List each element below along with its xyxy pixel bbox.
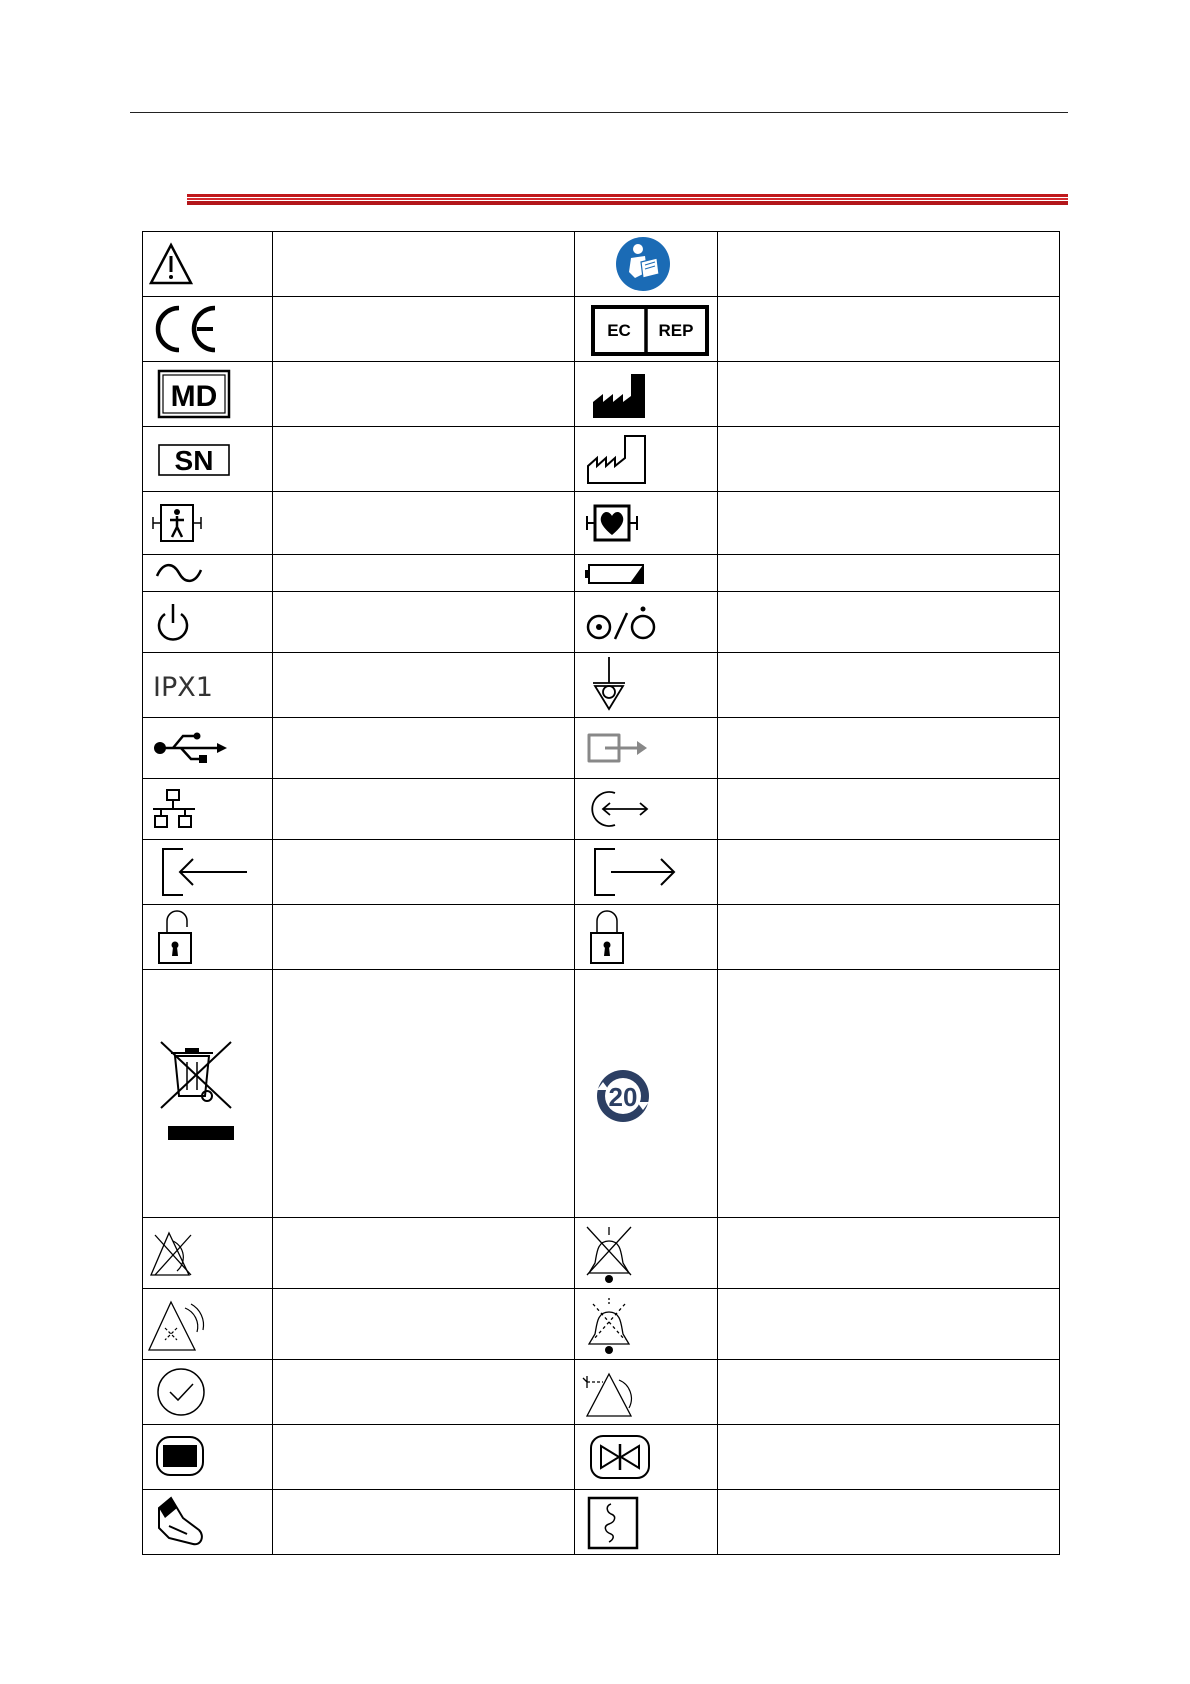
- symbol-description: [718, 779, 1060, 840]
- weee-icon: [143, 1034, 253, 1154]
- symbol-description: [718, 427, 1060, 492]
- manufacturer-icon: [575, 366, 665, 422]
- symbol-description: [718, 555, 1060, 592]
- equipotential-icon: [575, 655, 645, 715]
- table-row: [143, 905, 1060, 970]
- icon-cell: [143, 1490, 273, 1555]
- symbol-description: [273, 427, 575, 492]
- refer-to-manual-icon: [575, 234, 675, 294]
- efup-value: 20: [608, 1081, 638, 1112]
- ecg-record-icon: [575, 1492, 645, 1552]
- symbol-description: [273, 718, 575, 779]
- symbol-description: [718, 492, 1060, 555]
- icon-cell: [143, 840, 273, 905]
- icon-cell: [143, 362, 273, 427]
- efup-20-icon: [575, 1054, 675, 1134]
- symbol-description: [273, 1289, 575, 1360]
- icon-cell: [143, 905, 273, 970]
- table-row: [143, 232, 1060, 297]
- table-row: [143, 970, 1060, 1218]
- symbol-description: [273, 905, 575, 970]
- icon-cell: [575, 970, 718, 1218]
- section-title-band: [187, 194, 1068, 205]
- table-row: [143, 427, 1060, 492]
- symbol-description: [273, 653, 575, 718]
- icon-cell: [143, 232, 273, 297]
- icon-cell: [575, 840, 718, 905]
- icon-cell: [575, 1425, 718, 1490]
- table-row: [143, 1360, 1060, 1425]
- icon-cell: [575, 718, 718, 779]
- icon-cell: [143, 970, 273, 1218]
- ce-mark-icon: [143, 300, 233, 358]
- ec-label: EC: [607, 321, 631, 340]
- output-icon: [575, 843, 685, 901]
- alternating-current-icon: [143, 556, 213, 590]
- serial-number-icon: [143, 434, 233, 484]
- icon-cell: [143, 555, 273, 592]
- input-icon: [143, 843, 253, 901]
- nibp-start-stop-icon: [575, 1429, 655, 1485]
- table-row: [143, 779, 1060, 840]
- symbol-description: [273, 555, 575, 592]
- symbol-description: [273, 970, 575, 1218]
- network-icon: [143, 784, 223, 834]
- table-row: [143, 362, 1060, 427]
- md-label: MD: [170, 380, 218, 413]
- symbol-description: [718, 592, 1060, 653]
- symbol-description: [273, 779, 575, 840]
- icon-cell: [143, 492, 273, 555]
- battery-icon: [575, 556, 655, 590]
- symbol-description: [273, 592, 575, 653]
- symbol-description: [273, 1218, 575, 1289]
- symbol-description: [718, 232, 1060, 297]
- icon-cell: [575, 1360, 718, 1425]
- symbols-table: [142, 231, 1060, 1555]
- symbol-description: [718, 905, 1060, 970]
- md-icon: [143, 366, 233, 422]
- icon-cell: [143, 718, 273, 779]
- symbol-description: [718, 1425, 1060, 1490]
- alarm-reset-icon: [575, 1362, 645, 1422]
- audio-off-icon: [575, 1223, 645, 1283]
- icon-cell: [575, 427, 718, 492]
- symbol-description: [718, 362, 1060, 427]
- icon-cell: [575, 592, 718, 653]
- symbol-description: [273, 362, 575, 427]
- table-row: [143, 297, 1060, 362]
- table-row: [143, 1289, 1060, 1360]
- symbol-description: [718, 1360, 1060, 1425]
- alarm-off-icon: [143, 1223, 213, 1283]
- warning-triangle-icon: [143, 239, 203, 289]
- ec-rep-icon: [575, 300, 715, 358]
- table-row: [143, 840, 1060, 905]
- rep-label: REP: [658, 321, 694, 340]
- icon-cell: [575, 653, 718, 718]
- icon-cell: [575, 297, 718, 362]
- icon-cell: [575, 362, 718, 427]
- io-port-icon: [575, 784, 665, 834]
- symbol-description: [718, 653, 1060, 718]
- type-bf-applied-part-icon: [143, 498, 213, 548]
- symbol-description: [273, 1360, 575, 1425]
- icon-cell: [143, 427, 273, 492]
- icon-cell: [575, 1490, 718, 1555]
- icon-cell: [575, 905, 718, 970]
- usb-icon: [143, 723, 233, 773]
- icon-cell: [143, 592, 273, 653]
- freeze-icon: [143, 1429, 213, 1485]
- video-output-icon: [575, 723, 665, 773]
- icon-cell: [575, 1218, 718, 1289]
- symbol-description: [718, 1490, 1060, 1555]
- icon-cell: [575, 492, 718, 555]
- icon-cell: [143, 779, 273, 840]
- audio-paused-icon: [575, 1294, 645, 1354]
- icon-cell: [143, 653, 273, 718]
- symbol-description: [718, 297, 1060, 362]
- table-row: [143, 653, 1060, 718]
- icon-cell: [143, 297, 273, 362]
- symbol-description: [718, 840, 1060, 905]
- symbol-description: [718, 1289, 1060, 1360]
- table-row: [143, 1218, 1060, 1289]
- symbol-description: [273, 297, 575, 362]
- icon-cell: [143, 1289, 273, 1360]
- table-row: [143, 592, 1060, 653]
- symbol-description: [273, 492, 575, 555]
- icon-cell: [575, 232, 718, 297]
- table-row: [143, 1490, 1060, 1555]
- defibrillation-proof-cf-icon: [575, 498, 655, 548]
- icon-cell: [143, 1425, 273, 1490]
- table-row: [143, 1425, 1060, 1490]
- symbol-description: [718, 718, 1060, 779]
- symbol-description: [718, 1218, 1060, 1289]
- on-off-icon: [575, 597, 665, 647]
- symbol-description: [273, 232, 575, 297]
- check-icon: [143, 1362, 213, 1422]
- icon-cell: [143, 1360, 273, 1425]
- spo2-probe-icon: [143, 1492, 213, 1552]
- power-standby-icon: [143, 597, 203, 647]
- icon-cell: [575, 779, 718, 840]
- symbol-description: [718, 970, 1060, 1218]
- table-row: [143, 492, 1060, 555]
- unlock-icon: [143, 907, 213, 967]
- sn-label: SN: [174, 445, 214, 476]
- symbol-description: [273, 1425, 575, 1490]
- ipx1-label: IPX1: [153, 672, 213, 703]
- table-row: [143, 555, 1060, 592]
- icon-cell: [575, 1289, 718, 1360]
- icon-cell: [143, 1218, 273, 1289]
- ipx1-icon: [143, 660, 233, 710]
- alarm-paused-icon: [143, 1294, 213, 1354]
- lock-icon: [575, 907, 645, 967]
- icon-cell: [575, 555, 718, 592]
- date-of-manufacture-icon: [575, 430, 665, 488]
- symbol-description: [273, 1490, 575, 1555]
- table-row: [143, 718, 1060, 779]
- header-rule: [130, 112, 1068, 113]
- symbol-description: [273, 840, 575, 905]
